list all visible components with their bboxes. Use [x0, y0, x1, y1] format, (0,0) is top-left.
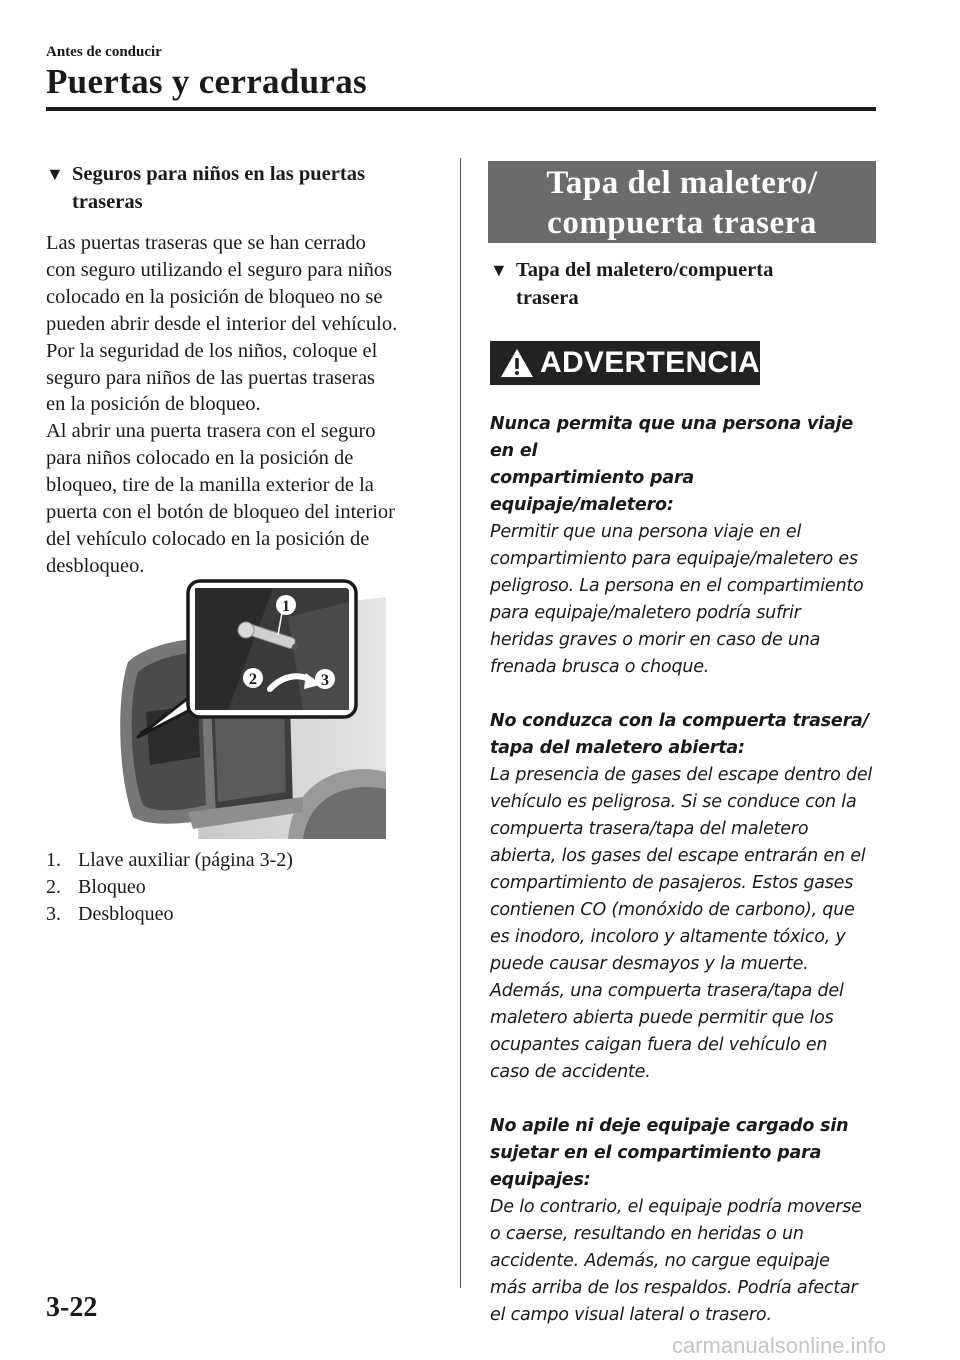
warning-body-line: más arriba de los respaldos. Podría afectar — [490, 1278, 858, 1298]
banner-line: compuerta trasera — [547, 205, 817, 241]
paragraph-line: desbloqueo. — [46, 554, 145, 577]
warning-body-line: puede causar desmayos y la muerte. — [490, 954, 809, 974]
heading-line: trasera — [516, 287, 579, 309]
callout-3: 3 — [321, 672, 329, 689]
legend-number: 1. — [46, 849, 61, 871]
warning-body — [490, 762, 880, 1086]
warning-label-box — [490, 341, 760, 385]
left-column — [46, 160, 441, 580]
banner-line: Tapa del maletero/ — [546, 165, 818, 201]
heading-triangle-icon: ▼ — [490, 260, 508, 280]
warning-body-line: es inodoro, incoloro y altamente tóxico, y — [490, 927, 846, 947]
child-lock-paragraph — [46, 230, 441, 580]
paragraph-line: colocado en la posición de bloqueo no se — [46, 285, 383, 308]
warning-title-line: tapa del maletero abierta: — [490, 738, 745, 758]
warning-body-line: contienen CO (monóxido de carbono), que — [490, 900, 855, 920]
running-head: Antes de conducir — [46, 44, 162, 60]
legend-number: 2. — [46, 876, 61, 898]
paragraph-line: del vehículo colocado en la posición de — [46, 527, 370, 550]
warning-body-line: La presencia de gases del escape dentro del — [490, 765, 873, 785]
warning-body-line: compartimiento para equipaje/maletero es — [490, 549, 858, 569]
warning-item — [490, 708, 880, 1086]
warning-body-line: vehículo es peligrosa. Si se conduce con la — [490, 792, 857, 812]
warning-body-line: o caerse, resultando en heridas o un — [490, 1224, 804, 1244]
heading-line: traseras — [72, 191, 143, 213]
warning-body-line: maletero abierta puede permitir que los — [490, 1008, 834, 1028]
warning-title-line: sujetar en el compartimiento para — [490, 1143, 822, 1163]
warning-body-line: Permitir que una persona viaje en el — [490, 522, 802, 542]
warning-body-line: accidente. Además, no cargue equipaje — [490, 1251, 830, 1271]
column-divider — [460, 158, 461, 1288]
paragraph-line: Las puertas traseras que se han cerrado — [46, 232, 366, 254]
warning-label: ADVERTENCIA — [540, 346, 760, 379]
callout-1: 1 — [282, 598, 290, 615]
paragraph-line: pueden abrir desde el interior del vehículo. — [46, 312, 398, 335]
warning-body-line: para equipaje/maletero podría sufrir — [490, 603, 801, 623]
warning-body-line: peligroso. La persona en el compartimiento — [490, 576, 864, 596]
paragraph-line: bloqueo, tire de la manilla exterior de la — [46, 474, 374, 497]
child-lock-figure — [88, 577, 386, 839]
warning-item — [490, 411, 880, 681]
callout-2: 2 — [249, 671, 257, 688]
legend-item — [46, 847, 293, 874]
warning-body-line: Además, una compuerta trasera/tapa del — [490, 981, 844, 1001]
section-heading-trunk — [490, 256, 875, 312]
warning-title-line: compartimiento para equipaje/maletero: — [490, 468, 694, 515]
warning-title — [490, 1113, 880, 1194]
warning-title — [490, 411, 880, 519]
watermark: carmanualsonline.info — [672, 1333, 887, 1358]
header-rule — [46, 107, 876, 111]
heading-text — [72, 160, 365, 216]
paragraph-line: con seguro utilizando el seguro para niños — [46, 258, 393, 281]
paragraph-line: Al abrir una puerta trasera con el seguro — [46, 420, 376, 443]
warning-body-line: ocupantes caigan fuera del vehículo en — [490, 1035, 828, 1055]
warning-title-line: No apile ni deje equipaje cargado sin — [490, 1116, 849, 1136]
warning-list — [490, 411, 880, 1356]
heading-triangle-icon: ▼ — [46, 164, 64, 184]
heading-line: Seguros para niños en las puertas — [72, 163, 365, 185]
warning-body-line: caso de accidente. — [490, 1062, 651, 1082]
paragraph-line: Por la seguridad de los niños, coloque el — [46, 339, 378, 362]
legend-text: Bloqueo — [78, 876, 146, 898]
warning-title — [490, 708, 880, 762]
warning-body-line: De lo contrario, el equipaje podría moverse — [490, 1197, 862, 1217]
warning-body-line: frenada brusca o choque. — [490, 657, 710, 677]
rear-door-illustration — [88, 577, 386, 839]
paragraph-line: puerta con el botón de bloqueo del interior — [46, 501, 395, 524]
warning-body — [490, 1194, 880, 1329]
page-number: 3-22 — [46, 1292, 98, 1323]
warning-body-line: abierta, los gases del escape entrarán en el — [490, 846, 866, 866]
warning-title-line: Nunca permita que una persona viaje en el — [490, 414, 854, 461]
chapter-title: Puertas y cerraduras — [46, 62, 367, 101]
paragraph-line: para niños colocado en la posición de — [46, 447, 354, 470]
section-heading-child-locks — [46, 160, 441, 216]
legend-item — [46, 901, 293, 928]
legend-number: 3. — [46, 903, 61, 925]
section-banner — [488, 161, 876, 243]
warning-title-line: No conduzca con la compuerta trasera/ — [490, 711, 869, 731]
heading-line: Tapa del maletero/compuerta — [516, 259, 774, 281]
warning-title-line: equipajes: — [490, 1170, 591, 1190]
warning-body-line: compartimiento de pasajeros. Estos gases — [490, 873, 854, 893]
figure-legend — [46, 847, 293, 928]
paragraph-line: en la posición de bloqueo. — [46, 393, 261, 416]
heading-text — [516, 256, 773, 312]
warning-body-line: heridas graves o morir en caso de una — [490, 630, 821, 650]
legend-text: Llave auxiliar (página 3-2) — [78, 849, 293, 871]
legend-text: Desbloqueo — [78, 903, 174, 925]
warning-triangle-icon — [500, 348, 534, 378]
warning-body-line: compuerta trasera/tapa del maletero — [490, 819, 809, 839]
warning-body-line: el campo visual lateral o trasero. — [490, 1305, 772, 1325]
warning-body — [490, 519, 880, 681]
legend-item — [46, 874, 293, 901]
warning-item — [490, 1113, 880, 1329]
paragraph-line: seguro para niños de las puertas traseras — [46, 366, 376, 389]
